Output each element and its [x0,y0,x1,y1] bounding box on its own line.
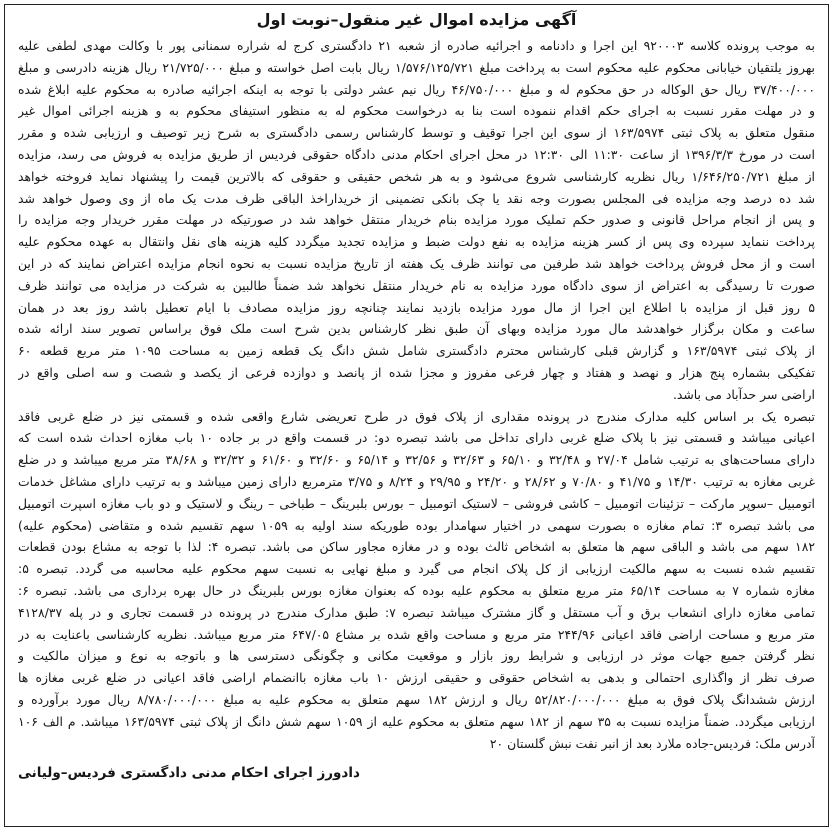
notice-line: مغازه شماره ۷ به مساحت ۶۵/۱۴ متر مربع متعلق به محکوم علیه بوده که بعنوان مغازه بورس بلبرینگ در حال بهره برداری می باشد. تبصره ۶: [18,582,815,598]
notice-line: اعیانی میباشد و قسمتی نیز با پلاک ضلع غربی دارای تداخل می باشد تبصره دو: در قسمت واقع در بر جاده ۱۰ باب مغازه احداث شده است که [18,430,815,446]
notice-line: از پلاک ثبتی ۱۶۳/۵۹۷۴ و گزارش قبلی کارشناس محترم دادگستری شامل شش دانگ یک قطعه زمین به مساحت ۱۰۹۵ متر مربع قطعه ۶۰ [18,343,815,359]
notice-line: ۱۸۲ سهم می باشد و الباقی سهم ها متعلق به اشخاص ثالث بوده و در مغازه مجاور ساکن می باشد. تبصره ۴: لذا با توجه به مشاع بودن قطعات [18,539,815,555]
notice-line: است در مورخ ۱۳۹۶/۳/۳ از ساعت ۱۱:۳۰ الی ۱۲:۳۰ در محل اجرای احکام مدنی دادگاه حقوقی فردیس از طریق مزایده به فروش می رسد، مزایده [18,146,815,162]
notice-line: دارای مساحت‌های به ترتیب شامل ۲۷/۰۴ و ۳۲/۴۸ و ۶۵/۱۰ و ۳۲/۶۳ و ۳۲/۵۶ و ۶۵/۱۴ و ۳۲/۶۰ و ۶۱/۶۰ و ۳۲/۳۲ و ۳۸/۶۸ متر مربع میباشد و در ضلع [18,452,815,468]
notice-paragraph [18,35,815,406]
notice-line: از مبلغ ۱/۶۴۶/۲۵۰/۷۲۱ ریال نظریه کارشناسی شروع می‌شود و به هر شخص حقیقی و حقوقی که بالاترین قیمت را پیشنهاد نماید فروخته خواهد [18,168,815,184]
notice-line: پرداخت ننماید سپرده وی پس از کسر هزینه مزایده به نفع دولت ضبط و مزایده تجدید میگردد کلیه هزینه های نقل وانتقال به عهده محکوم علیه [18,234,815,250]
notice-line: اتومبیل –سوپر مارکت – تزئینات اتومبیل – کاشی فروشی – لاستیک اتومبیل – بورس بلبرینگ – طباخی – رینگ و لاستیک و دو باب مغازه اسپرت اتومبیل [18,495,815,511]
notice-line: تقسیم شده نسبت به سهم مالکیت ارزیابی از کل پلاک انجام می گیرد و مبلغ نهایی به نسبت سهم محکوم علیه محاسبه می گردد. تبصره ۵: [18,561,815,577]
notice-line: تمامی مغازه دارای انشعاب برق و آب مستقل و گاز مشترک میباشد تبصره ۷: طبق مدارک مندرج در پرونده در قسمت تجاری و در پله ۴۱۲۸/۳۷ [18,604,815,620]
notice-line: ۳۷/۴۰۰/۰۰۰ ریال حق الوکاله در حق محکوم له و مبلغ ۴۶/۷۵۰/۰۰۰ ریال نیم عشر دولتی با توجه به اینکه اجرائیه صادره به محکوم علیه ابلاغ شده [18,81,815,97]
notice-body [18,35,815,754]
notice-line: و در مهلت مقرر نسبت به اجرای حکم اقدام ننموده است بنا به درخواست محکوم له به منظور استیفای محکوم به و هزینه اجرائی اموال غیر [18,103,815,119]
notice-title: آگهی مزایده اموال غیر منقول–نوبت اول [256,10,577,29]
notice-line: منقول متعلق به پلاک ثبتی ۱۶۳/۵۹۷۴ از سوی این اجرا توقیف و توسط کارشناس رسمی دادگستری به شرح زیر توصیف و ارزیابی شده و مقرر [18,125,815,141]
notice-line: نظر گرفتن جمیع جهات موثر در ارزیابی و شرایط روز بازار و موقعیت مکانی و چگونگی دسترسی ها و باتوجه به نوع و میزان مالکیت و [18,648,815,664]
notice-line: ۵ روز قبل از مزایده با اطلاع این اجرا از مال مورد مزایده بازدید نمایند چنانچه روز مزایده مصادف با ایام تعطیل باشد روز بعد در همان [18,299,815,315]
notice-line: است و از محل فروش پرداخت خواهد شد طرفین می توانند ظرف یک هفته از تاریخ مزایده نسبت به نحوه انجام مزایده اعتراض نمایند که در این [18,255,815,271]
notice-line: صورت تا رسیدگی به اعتراض از سوی دادگاه مورد مزایده به نام خریدار منتقل نخواهد شد ضمناً طالبین به شرکت در مزایده می توانند ظرف [18,277,815,293]
notice-line: غربی مغازه به ترتیب ۱۴/۳۰ و ۴۱/۷۵ و ۷۰/۸۰ و ۲۸/۶۲ و ۲۴/۲۰ و ۲۹/۹۵ و ۸/۲۴ و ۳/۷۵ مترمربع دارای زمین میباشد و به ترتیب دارای مشاغل خدمات [18,473,815,489]
notice-line: صرف نظر از واگذاری احتمالی و بدهی به اشخاص حقوقی و حقیقی ارزش ۱۰ باب مغازه باانضمام اراضی فاقد اعیانی در ضلع غربی مغازه ها [18,670,815,686]
notice-line: ارزیابی میگردد. ضمناً مزایده نسبت به ۳۵ سهم از ۱۸۲ سهم متعلق به محکوم علیه از ۱۰۵۹ سهم شش دانگ از پلاک ثبتی ۱۶۳/۵۹۷۴ میباشد. م الف ۱۰۶ [18,713,815,729]
notice-line: شد ده درصد وجه مزایده فی المجلس بصورت وجه نقد یا چک بانکی تضمینی از خریداراخذ الباقی ظرف مدت یک ماه از وی وصول خواهد شد [18,190,815,206]
notice-paragraph [18,406,815,755]
notice-line: ساعت و مکان برگزار خواهدشد مال مورد مزایده وبهای آن طبق نظر کارشناس بدین شرح است ملک فوق براساس تصویر سند ارائه شده [18,321,815,337]
notice-line: و پس از انجام مراحل قانونی و صدور حکم تملیک مورد مزایده بنام خریدار منتقل خواهد شد در صورتیکه در مهلت مقرر خریدار وجه مزایده را [18,212,815,228]
notice-line: ارزش ششدانگ پلاک فوق به مبلغ ۵۲/۸۲۰/۰۰۰/۰۰۰ ریال و ارزش ۱۸۲ سهم متعلق به محکوم علیه به مبلغ ۸/۷۸۰/۰۰۰/۰۰۰ ریال مورد برآورده و [18,691,815,707]
notice-line: بهروز یلتقیان خیابانی محکوم علیه محکوم است به پرداخت مبلغ ۱/۵۷۶/۱۲۵/۷۲۱ ریال بابت اصل خواسته و مبلغ ۲۱/۷۲۵/۰۰۰ ریال هزینه دادرسی و مبلغ [18,59,815,75]
notice-line: متر مربع و مساحت اراضی فاقد اعیانی ۲۴۴/۹۶ متر مربع و مساحت واقع شده بر مشاع ۶۴۷/۰۵ متر مربع میباشد. نظریه کارشناسی باعنایت به در [18,626,815,642]
notice-line: تفکیکی بشماره پنج هزار و نهصد و هفتاد و چهار فرعی مفروز و مجزا شده از پانصد و دوازده فرعی از یکصد و شصت و سه اصلی واقع در [18,364,815,380]
notice-line: به موجب پرونده کلاسه ۹۲۰۰۰۳ این اجرا و دادنامه و اجرائیه صادره از شعبه ۲۱ دادگستری کرج له شراره سمنانی پور با وکالت مهدی لطفی علیه [18,38,815,53]
signature: دادورز اجرای احکام مدنی دادگستری فردیس–ولیانی [18,765,360,781]
notice-line: می باشد تبصره ۳: تمام مغازه ه بصورت سهمی در اختیار سهامدار بوده طوریکه سند اولیه به ۱۰۵۹ سهم تقسیم شده و متقاضی (محکوم علیه) [18,517,815,533]
notice-line: تبصره یک بر اساس کلیه مدارک مندرج در پرونده مقداری از پلاک فوق در طرح تعریضی شارع واقعی شده و قسمتی نیز در ضلع غربی فاقد [18,408,815,424]
notice-line: اراضی سر حدآباد می باشد. [672,386,815,402]
notice-line: آدرس ملک: فردیس-جاده ملارد بعد از انبر نفت نبش گلستان ۲۰ [489,735,815,751]
